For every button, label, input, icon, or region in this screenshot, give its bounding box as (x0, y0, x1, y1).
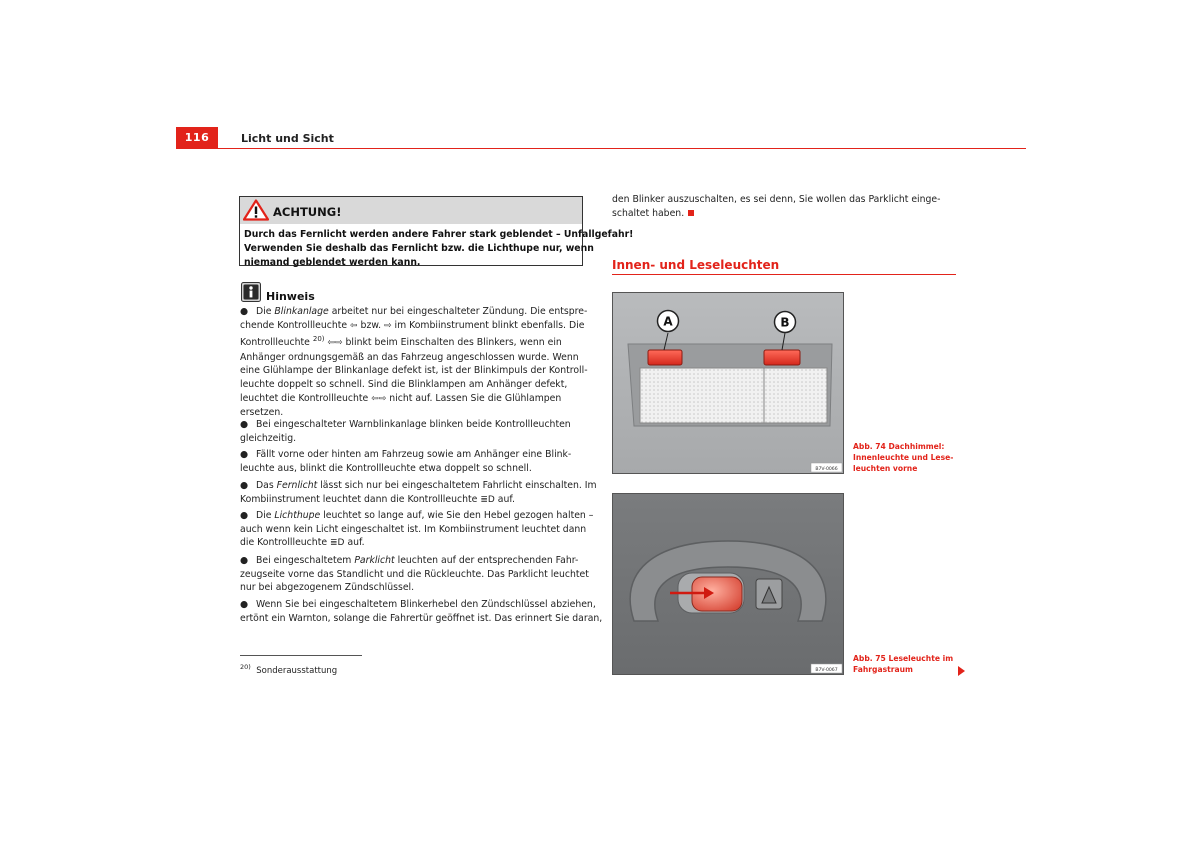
high-beam-icon: ≣D (330, 538, 345, 549)
section-end-marker (688, 210, 694, 216)
note-paragraph: ● Die Lichthupe leuchtet so lange auf, wie Sie den Hebel gezogen halten – auch wenn kein Licht eingeschaltet ist. Im Kombiinstrument leuchtet dann die Kontrollleuchte ≣D auf. (240, 510, 594, 549)
section-heading: Innen- und Leseleuchten (612, 258, 780, 272)
header-rule (218, 148, 1026, 149)
note-paragraph: ● Bei eingeschaltetem Parklicht leuchten auf der entsprechenden Fahr- zeugseite vorne das Standlicht und die Rückleuchte. Das Parklicht leuchtet nur bei abgezogenem Zündschlüssel. (240, 555, 589, 594)
figure-caption: Abb. 74 Dachhimmel: Innenleuchte und Lese- leuchten vorne (853, 442, 954, 473)
figure-roof-lights (612, 292, 844, 474)
trailer-indicator-icon: ⇦⇨ (327, 338, 343, 349)
warning-line: Verwenden Sie deshalb das Fernlicht bzw. die Lichthupe nur, wenn (244, 243, 594, 254)
bullet: ● (240, 510, 249, 521)
figure-caption: Abb. 75 Leseleuchte im Fahrgastraum (853, 654, 954, 674)
bullet: ● (240, 306, 249, 317)
footnote-rule (240, 655, 362, 656)
footnote-ref: 20) (312, 335, 325, 344)
trailer-indicator-icon: ⇦⇨ (371, 393, 387, 404)
figure-label-a: A (663, 314, 673, 329)
note-title: Hinweis (266, 290, 315, 303)
page-title: Licht und Sicht (241, 132, 334, 145)
bullet: ● (240, 555, 249, 566)
figure-code: B7V-0067 (815, 668, 838, 673)
figure-label-b: B (780, 315, 790, 330)
continued-paragraph: den Blinker auszuschalten, es sei denn, Sie wollen das Parklicht einge- schaltet haben. (612, 194, 941, 219)
bullet: ● (240, 419, 249, 430)
note-paragraph: ● Fällt vorne oder hinten am Fahrzeug sowie am Anhänger eine Blink- leuchte aus, blinkt die Kontrollleuchte etwa doppelt so schnell. (240, 449, 572, 474)
footnote (240, 663, 337, 676)
footnote-text: Sonderausstattung (256, 665, 338, 676)
high-beam-icon: ≣D (480, 494, 495, 505)
note-paragraph: ● Das Fernlicht lässt sich nur bei eingeschaltetem Fahrlicht einschalten. Im Kombiinstrument leuchtet dann die Kontrollleuchte ≣D auf. (240, 480, 597, 505)
warning-line: Durch das Fernlicht werden andere Fahrer stark geblendet – Unfallgefahr! (244, 229, 634, 240)
warning-line: niemand geblendet werden kann. (244, 257, 421, 268)
info-icon (241, 282, 261, 302)
bullet: ● (240, 449, 249, 460)
figure-code: B7V-0066 (815, 467, 838, 472)
bullet: ● (240, 480, 249, 491)
note-paragraph: ● Bei eingeschalteter Warnblinkanlage blinken beide Kontrollleuchten gleichzeitig. (240, 419, 571, 444)
footnote-mark: 20) (240, 663, 251, 671)
note-paragraph: ● Wenn Sie bei eingeschaltetem Blinkerhebel den Zündschlüssel abziehen, ertönt ein Warnton, solange die Fahrertür geöffnet ist. Das erinnert Sie daran, (240, 599, 603, 624)
bullet: ● (240, 599, 249, 610)
figure-reading-light (612, 493, 844, 675)
arrow-right-icon (958, 666, 965, 676)
turn-signal-left-icon: ⇦ (350, 320, 358, 331)
section-rule (612, 274, 956, 275)
page-number: 116 (184, 131, 210, 144)
note-paragraph: ● Die Blinkanlage arbeitet nur bei eingeschalteter Zündung. Die entspre- chende Kontrollleuchte ⇦ bzw. ⇨ im Kombiinstrument blinkt ebenfalls. Die Kontrollleuchte $^{20)}$ ⇦⇨ blinkt beim Einschalten des Blinkers, wenn ein Anhänger ordnungsgemäß an das Fahrzeug angeschlossen wurde. Wenn eine Glühlampe der Blinkanlage defekt ist, ist der Blinkimpuls der Kontroll- leuchte doppelt so schnell. Sind die Blinklampen am Anhänger defekt, leuchtet die Kontrollleuchte ⇦⇨ nicht auf. Lassen Sie die Glühlampen ersetzen. (240, 306, 588, 419)
warning-title: ACHTUNG! (273, 205, 342, 219)
warning-text (244, 228, 634, 270)
warning-triangle-icon (243, 199, 269, 221)
turn-signal-right-icon: ⇨ (384, 320, 392, 331)
